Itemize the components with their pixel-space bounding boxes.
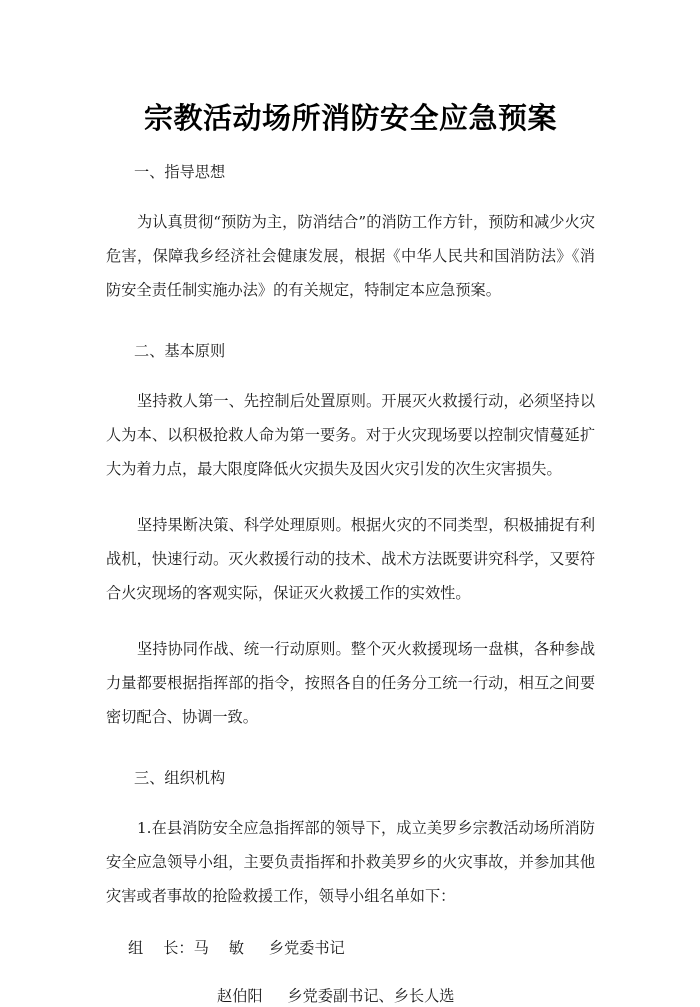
document-title: 宗教活动场所消防安全应急预案 [143,101,557,135]
paragraph-principle-rescue-first: 坚持救人第一、先控制后处置原则。开展灭火救援行动，必须坚持以人为本、以积极抢救人命为第一要务。对于火灾现场要以控制灾情蔓延扩大为着力点，最大限度降低火灾损失及因火灾引发的次生灾害损失。 [106,392,595,478]
paragraph-principle-decisive: 坚持果断决策、科学处理原则。根据火灾的不同类型，积极捕捉有利战机，快速行动。灭火救援行动的技术、战术方法既要讲究科学，又要符合火灾现场的客观实际，保证灭火救援工作的实效性。 [106,516,595,602]
section-heading-guiding-ideology: 一、指导思想 [134,163,226,181]
section-heading-organization: 三、组织机构 [134,769,226,787]
paragraph-principle-coordinated: 坚持协同作战、统一行动原则。整个灭火救援现场一盘棋，各种参战力量都要根据指挥部的指令，按照各自的任务分工统一行动，相互之间要密切配合、协调一致。 [106,640,595,726]
section-heading-basic-principles: 二、基本原则 [134,342,226,360]
paragraph-organization-leading-group: 1.在县消防安全应急指挥部的领导下，成立美罗乡宗教活动场所消防安全应急领导小组，主要负责指挥和扑救美罗乡的火灾事故，并参加其他灾害或者事故的抢险救援工作，领导小组名单如下： [106,819,595,905]
roster-member: 赵伯阳 乡党委副书记、乡长人选 [217,987,455,1005]
roster-group-leader: 组 长：马 敏 乡党委书记 [128,939,345,957]
paragraph-guiding-ideology: 为认真贯彻“预防为主，防消结合”的消防工作方针，预防和减少火灾危害，保障我乡经济社会健康发展，根据《中华人民共和国消防法》《消防安全责任制实施办法》的有关规定，特制定本应急预案。 [106,213,595,299]
